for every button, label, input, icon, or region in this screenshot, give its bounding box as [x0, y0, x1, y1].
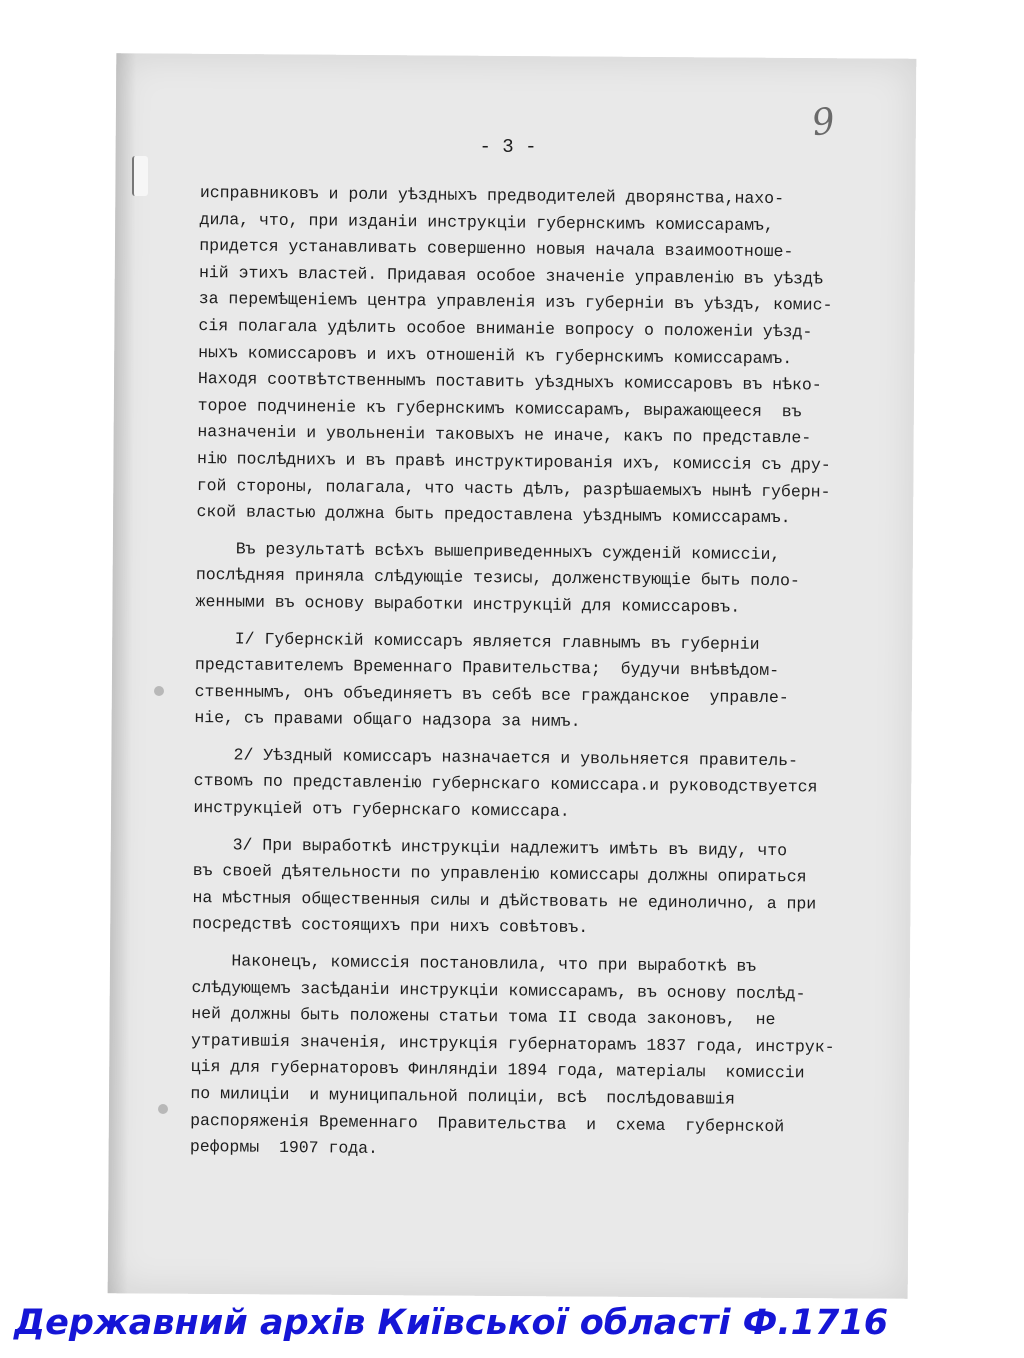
page-number: - 3 - [479, 136, 537, 158]
text-line: исправниковъ и роли уѣздныхъ предводителей дворянства,нахо- [199, 182, 785, 209]
text-line: ныхъ комиссаровъ и ихъ отношеній къ губернскимъ комиссарамъ. [198, 342, 793, 368]
text-line: ній этихъ властей. Придавая особое значеніе управленію въ уѣздѣ [198, 262, 823, 289]
text-line: ніе, съ правами общаго надзора за нимъ. [194, 708, 581, 732]
text-line: придется устанавливать совершенно новыя начала взаимоотноше- [199, 236, 794, 262]
paper-shadow-edge [108, 53, 137, 1293]
text-line: женными въ основу выработки инструкцій для комиссаровъ. [195, 591, 741, 617]
text-line: Находя соотвѣтственнымъ поставить уѣздныхъ комиссаровъ въ нѣко- [197, 369, 822, 395]
text-line: представителемъ Временнаго Правительства; будучи внѣвѣдом- [194, 655, 780, 681]
text-line: въ своей дѣятельности по управленію комиссары должны опираться [192, 861, 807, 887]
text-line: слѣдующемъ засѣданіи инструкціи комиссарамъ, въ основу послѣд- [191, 977, 806, 1004]
punch-hole-icon [158, 1104, 168, 1114]
text-line: на мѣстныя общественныя силы и дѣйствовать не единолично, а при [192, 887, 817, 914]
handwritten-page-mark: 9 [809, 100, 838, 145]
paragraph-theses-intro [195, 536, 866, 623]
text-line: ція для губернаторовъ Финляндіи 1894 года, матеріалы комиссіи [190, 1057, 805, 1083]
text-line: реформы 1907 года. [189, 1137, 379, 1159]
paragraph-intro [196, 180, 870, 533]
thesis-2 [193, 742, 864, 829]
text-line: ствомъ по представленію губернскаго комиссара.и руководствуется [193, 771, 818, 797]
text-line: инструкціей отъ губернскаго комиссара. [193, 798, 570, 821]
thesis-3 [192, 832, 863, 945]
text-line: I/ Губернскій комиссаръ является главнымъ въ губерніи [195, 628, 760, 654]
text-line: Въ результатѣ всѣхъ вышеприведенныхъ сужденій комиссіи, [196, 538, 781, 564]
text-line: нію послѣднихъ и въ правѣ инструктированія ихъ, комиссія съ дру- [196, 448, 831, 475]
text-line: назначеніи и увольненіи таковыхъ не иначе, какъ по представле- [197, 422, 812, 448]
text-line: за перемѣщеніемъ центра управленія изъ губерніи въ уѣздъ, комис- [198, 289, 833, 316]
text-line: 2/ Уѣздный комиссаръ назначается и увольняется правитель- [193, 744, 799, 771]
archive-caption: Державний архів Київської області Ф.1716 [14, 1303, 889, 1343]
text-line: ской властью должна быть предоставлена уѣзднымъ комиссарамъ. [196, 502, 791, 528]
text-line: ней должны быть положены статьи тома II свода законовъ, не [191, 1004, 776, 1030]
text-line: торое подчиненіе къ губернскимъ комиссарамъ, выражающееся въ [197, 395, 802, 422]
text-line: ственнымъ, онъ объединяетъ въ себѣ все гражданское управле- [194, 681, 789, 707]
thesis-1 [194, 625, 865, 738]
text-line: распоряженія Временнаго Правительства и схема губернской [190, 1110, 785, 1136]
paper-tab-mark [132, 156, 148, 196]
paragraph-conclusion [190, 948, 862, 1168]
text-line: послѣдняя приняла слѣдующіе тезисы, долженствующіе быть поло- [195, 565, 800, 591]
document-text [190, 180, 870, 1168]
text-line: утратившія значенія, инструкція губернаторамъ 1837 года, инструк- [190, 1030, 835, 1057]
text-line: 3/ При выработкѣ инструкціи надлежитъ имѣть въ виду, что [192, 834, 788, 860]
text-line: сія полагала удѣлить особое вниманіе вопросу о положеніи уѣзд- [198, 315, 813, 342]
text-line: посредствѣ состоящихъ при нихъ совѣтовъ. [192, 914, 589, 938]
punch-hole-icon [154, 686, 164, 696]
text-line: по милиціи и муниципальной полиціи, всѣ послѣдовавшія [190, 1083, 736, 1109]
text-line: гой стороны, полагала, что часть дѣлъ, разрѣшаемыхъ нынѣ губерн- [196, 475, 831, 502]
text-line: дила, что, при изданіи инструкціи губернскимъ комиссарамъ, [199, 209, 774, 235]
text-line: Наконецъ, комиссія постановлила, что при выработкѣ въ [191, 950, 757, 976]
